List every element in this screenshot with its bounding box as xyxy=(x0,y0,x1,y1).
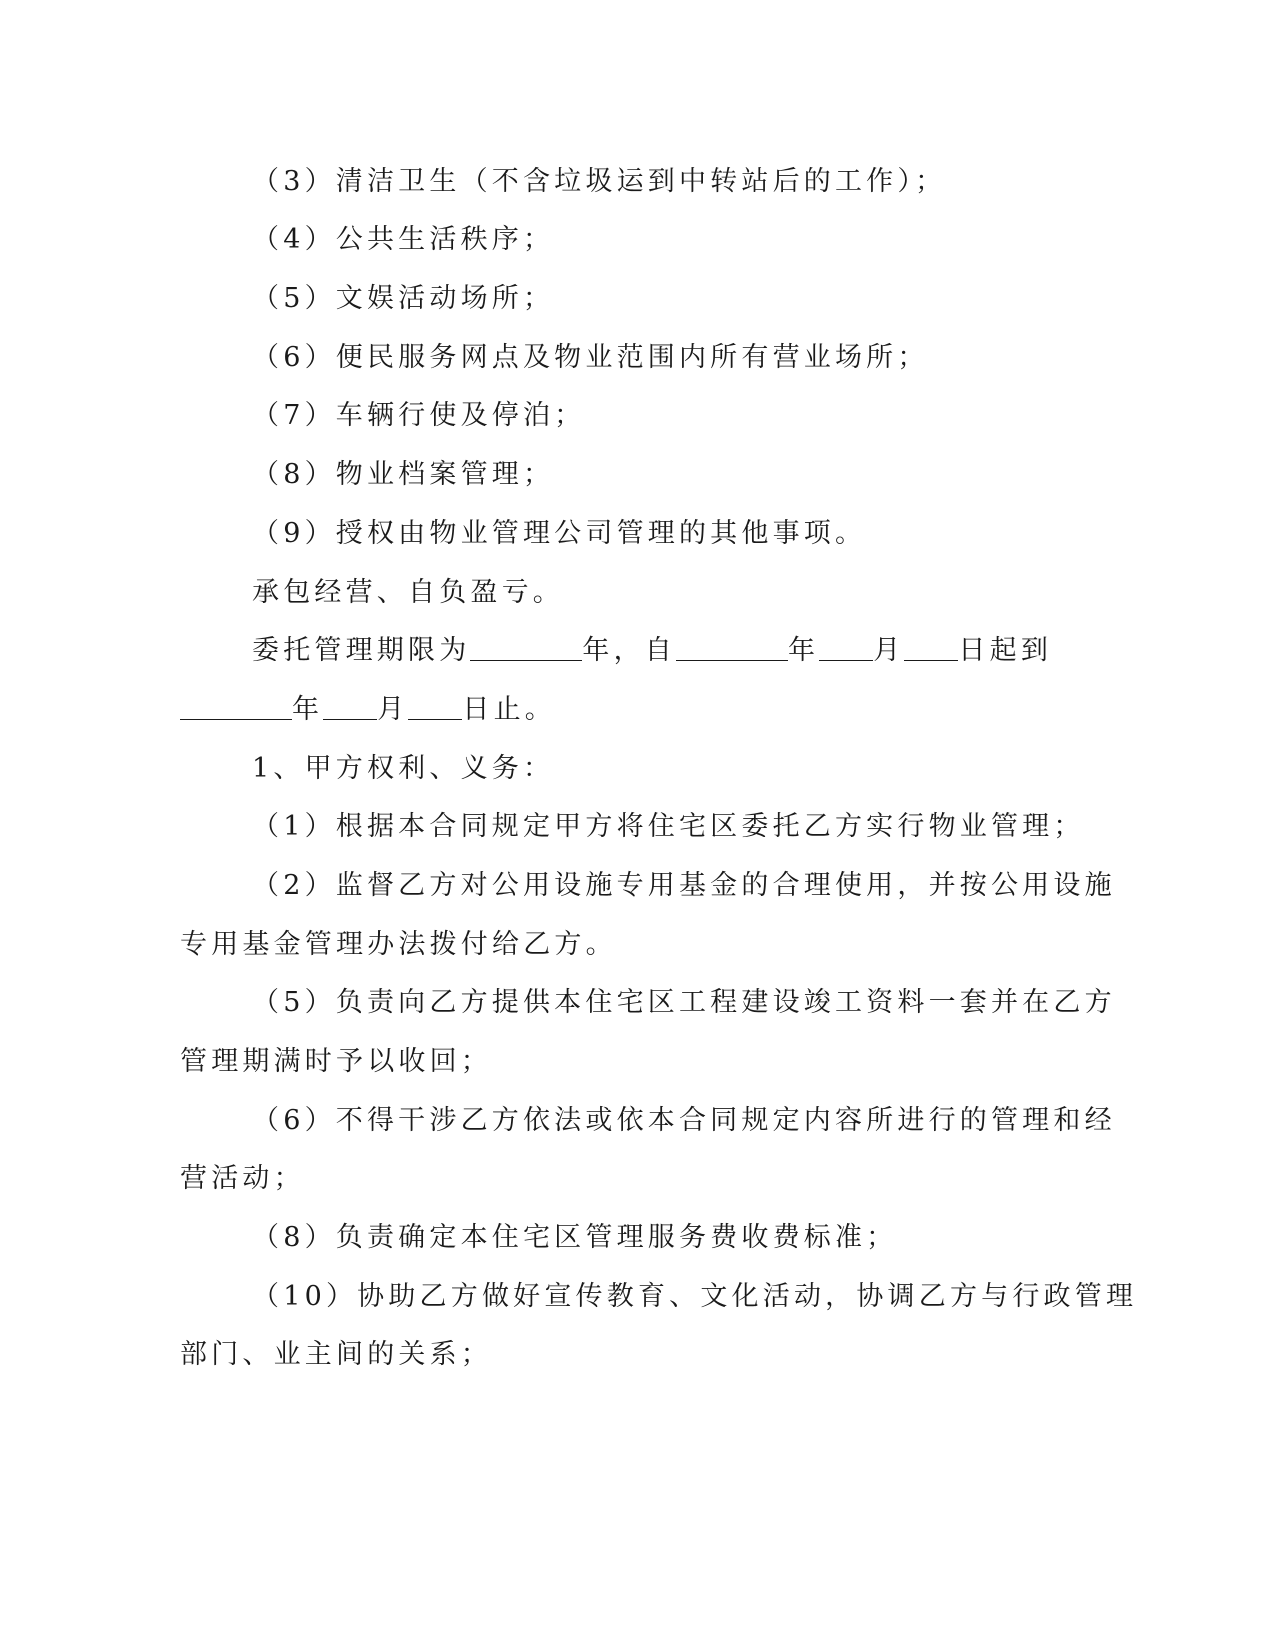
scope-item-3: （3）清洁卫生（不含垃圾运到中转站后的工作）； xyxy=(252,166,947,197)
scope-item-7: （7）车辆行使及停泊； xyxy=(252,400,586,431)
term-line-1 xyxy=(252,634,1052,668)
term-year-unit: 年 xyxy=(582,635,614,666)
start-day-unit: 日起到 xyxy=(958,635,1053,666)
scope-item-9: （9）授权由物业管理公司管理的其他事项。 xyxy=(252,518,867,549)
term-years-blank xyxy=(470,636,582,661)
scope-item-6: （6）便民服务网点及物业范围内所有营业场所； xyxy=(252,342,929,373)
start-day-blank xyxy=(904,636,958,661)
party-a-item-8: （8）负责确定本住宅区管理服务费收费标准； xyxy=(252,1222,898,1253)
party-a-item-2-line-1: （2）监督乙方对公用设施专用基金的合理使用，并按公用设施 xyxy=(252,870,1116,901)
party-a-item-2-line-2: 专用基金管理办法拨付给乙方。 xyxy=(180,929,617,960)
scope-item-8: （8）物业档案管理； xyxy=(252,459,555,490)
end-day-blank xyxy=(408,695,462,720)
party-a-item-6-line-1: （6）不得干涉乙方依法或依本合同规定内容所进行的管理和经 xyxy=(252,1105,1116,1136)
party-a-item-10-line-1: （10）协助乙方做好宣传教育、文化活动，协调乙方与行政管理 xyxy=(252,1281,1138,1312)
start-year-blank xyxy=(676,636,788,661)
end-year-unit: 年 xyxy=(292,694,324,725)
term-from: ，自 xyxy=(613,635,677,666)
end-month-unit: 月 xyxy=(377,694,409,725)
end-year-blank xyxy=(180,695,292,720)
party-a-heading: 1、甲方权利、义务： xyxy=(252,753,555,784)
party-a-item-5-line-2: 管理期满时予以收回； xyxy=(180,1046,492,1077)
term-prefix: 委托管理期限为 xyxy=(252,635,471,666)
end-month-blank xyxy=(323,695,377,720)
party-a-item-6-line-2: 营活动； xyxy=(180,1163,305,1194)
party-a-item-10-line-2: 部门、业主间的关系； xyxy=(180,1339,492,1370)
start-month-unit: 月 xyxy=(873,635,905,666)
term-line-2 xyxy=(180,693,556,727)
party-a-item-1: （1）根据本合同规定甲方将住宅区委托乙方实行物业管理； xyxy=(252,811,1085,842)
scope-item-4: （4）公共生活秩序； xyxy=(252,224,555,255)
start-month-blank xyxy=(819,636,873,661)
party-a-item-5-line-1: （5）负责向乙方提供本住宅区工程建设竣工资料一套并在乙方 xyxy=(252,987,1116,1018)
scope-item-5: （5）文娱活动场所； xyxy=(252,283,555,314)
contract-mode: 承包经营、自负盈亏。 xyxy=(252,577,564,608)
end-day-unit: 日止。 xyxy=(462,694,557,725)
start-year-unit: 年 xyxy=(788,635,820,666)
